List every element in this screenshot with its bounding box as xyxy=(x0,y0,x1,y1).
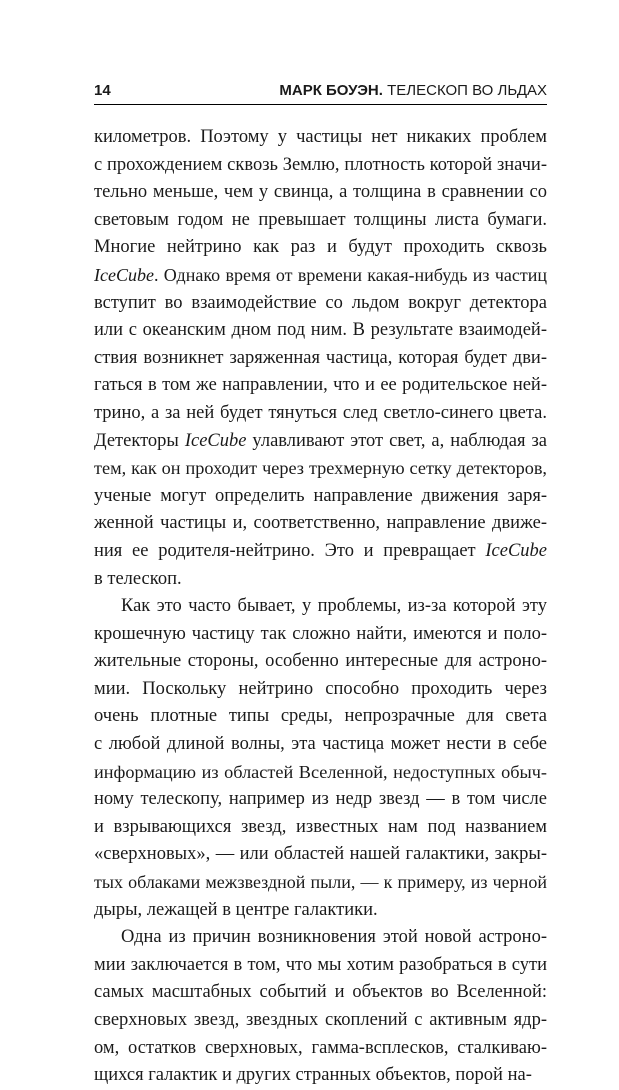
text-line: или с океанским дном под ним. В результате взаимодей- xyxy=(94,320,547,341)
text-line: информацию из областей Вселенной, недоступных обыч- xyxy=(94,761,547,782)
text-line: в телескоп. xyxy=(94,568,182,589)
text-line: Как это часто бывает, у проблемы, из-за которой эту xyxy=(121,596,547,617)
text-line: «сверхновых», — или областей нашей галактики, закры- xyxy=(94,844,547,865)
text-line: Одна из причин возникновения этой новой астроно- xyxy=(121,927,547,948)
text-line: трино, а за ней будет тянуться след светло-синего цвета. xyxy=(94,402,547,423)
text-line: и взрывающихся звезд, известных нам под названием xyxy=(94,816,547,837)
text-line: ствия возникнет заряженная частица, которая будет дви- xyxy=(94,347,547,368)
text-line: очень плотные типы среды, непрозрачные для света xyxy=(94,706,547,727)
text-line: ученые могут определить направление движения заря- xyxy=(94,485,547,506)
running-head xyxy=(279,82,547,100)
text-line: километров. Поэтому у частицы нет никаких проблем xyxy=(94,127,547,147)
text-line: жительные стороны, особенно интересные для астроно- xyxy=(94,651,547,672)
running-head-title: ТЕЛЕСКОП ВО ЛЬДАХ xyxy=(387,82,547,99)
text-line: мии заключается в том, что мы хотим разобраться в сути xyxy=(94,954,547,975)
text-line: тых облаками межзвездной пыли, — к примеру, из черной xyxy=(94,872,547,893)
text-line: дыры, лежащей в центре галактики. xyxy=(94,899,378,920)
text-line: IceCube. Однако время от времени какая-нибудь из частиц xyxy=(94,264,547,285)
text-line: ному телескопу, например из недр звезд — в том числе xyxy=(94,789,547,810)
text-line: тем, как он проходит через трехмерную сетку детекторов, xyxy=(94,458,547,479)
text-line: ния ее родителя-нейтрино. Это и превращает IceCube xyxy=(94,540,547,561)
paragraph xyxy=(94,593,547,924)
page-header xyxy=(94,82,547,105)
text-line: ом, остатков сверхновых, гамма-всплесков, сталкиваю- xyxy=(94,1037,547,1058)
text-line: световым годом не превышает толщины листа бумаги. xyxy=(94,209,547,230)
text-line: самых масштабных событий и объектов во Вселенной: xyxy=(94,982,547,1003)
running-head-author: МАРК БОУЭН. xyxy=(279,82,383,99)
body-text xyxy=(94,124,547,1090)
text-line: Детекторы IceCube улавливают этот свет, а, наблюдая за xyxy=(94,430,547,451)
text-line: мии. Поскольку нейтрино способно проходить через xyxy=(94,678,547,699)
text-line: с прохождением сквозь Землю, плотность которой значи- xyxy=(94,154,547,175)
text-line: вступит во взаимодействие со льдом вокруг детектора xyxy=(94,292,547,313)
paragraph xyxy=(94,924,547,1090)
text-line: Многие нейтрино как раз и будут проходить сквозь xyxy=(94,237,547,258)
text-line: с любой длиной волны, эта частица может нести в себе xyxy=(94,734,547,755)
paragraph xyxy=(94,124,547,593)
text-line: женной частицы и, соответственно, направление движе- xyxy=(94,513,547,534)
text-line: крошечную частицу так сложно найти, имеются и поло- xyxy=(94,623,547,644)
text-line: тельно меньше, чем у свинца, а толщина в сравнении со xyxy=(94,182,547,203)
text-line: щихся галактик и других странных объектов, порой на- xyxy=(94,1065,532,1086)
text-line: гаться в том же направлении, что и ее родительское ней- xyxy=(94,375,547,396)
page-number: 14 xyxy=(94,82,111,99)
text-line: сверхновых звезд, звездных скоплений с активным ядр- xyxy=(94,1010,547,1030)
